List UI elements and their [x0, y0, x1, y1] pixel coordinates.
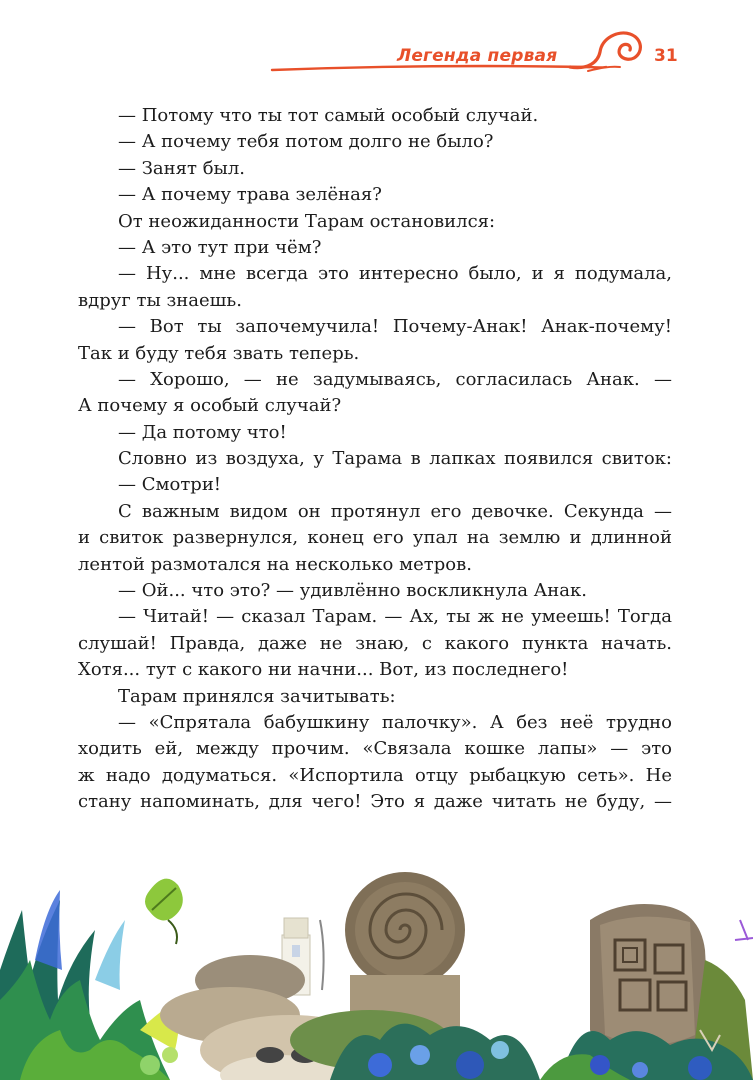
- chapter-title: Легенда первая: [397, 46, 558, 66]
- text-line: С важным видом он протянул его девочке. Секунда —: [118, 500, 672, 522]
- text-line: От неожиданности Тарам остановился:: [118, 210, 496, 232]
- page-number: 31: [654, 46, 678, 66]
- text-line: — А почему тебя потом долго не было?: [118, 131, 494, 153]
- text-line: — Потому что ты тот самый особый случай.: [118, 105, 539, 126]
- text-line: ж надо додуматься. «Испортила отцу рыбацкую сеть». Не: [78, 764, 672, 786]
- text-line: — А это тут при чём?: [118, 236, 322, 258]
- text-line: — Смотри!: [118, 474, 222, 496]
- text-line: вдруг ты знаешь.: [78, 289, 242, 311]
- foliage-left: [0, 890, 180, 1080]
- landscape-illustration: [0, 850, 753, 1080]
- story-text: [78, 103, 672, 816]
- text-line: и свиток развернулся, конец его упал на землю и длинной: [78, 527, 672, 549]
- text-line: А почему я особый случай?: [78, 395, 342, 417]
- text-line: Так и буду тебя звать теперь.: [78, 342, 360, 364]
- text-line: — Вот ты започемучила! Почему-Анак! Анак-почему!: [118, 316, 672, 338]
- text-line: слушай! Правда, даже не знаю, с какого пункта начать.: [78, 632, 672, 654]
- text-line: — «Спрятала бабушкину палочку». А без неё трудно: [118, 711, 672, 733]
- running-header: [270, 20, 750, 90]
- text-line: — Ну... мне всегда это интересно было, и я подумала,: [118, 263, 672, 285]
- text-line: — А почему трава зелёная?: [118, 184, 382, 206]
- text-line: стану напоминать, для чего! Это я даже читать не буду, —: [78, 791, 672, 813]
- text-line: Словно из воздуха, у Тарама в лапках появился свиток:: [118, 448, 672, 470]
- text-line: лентой размотался на несколько метров.: [78, 553, 472, 575]
- text-line: — Хорошо, — не задумываясь, согласилась Анак. —: [118, 368, 672, 390]
- text-line: — Да потому что!: [118, 421, 287, 443]
- text-line: ходить ей, между прочим. «Связала кошке лапы» — это: [78, 738, 672, 760]
- text-line: — Ой... что это? — удивлённо воскликнула Анак.: [118, 580, 587, 602]
- text-line: Хотя... тут с какого ни начни... Вот, из последнего!: [78, 659, 569, 681]
- leaf-icon: [145, 879, 183, 944]
- text-line: — Читай! — сказал Тарам. — Ах, ты ж не умеешь! Тогда: [118, 606, 672, 628]
- text-line: Тарам принялся зачитывать:: [118, 685, 396, 707]
- text-line: — Занят был.: [118, 157, 246, 179]
